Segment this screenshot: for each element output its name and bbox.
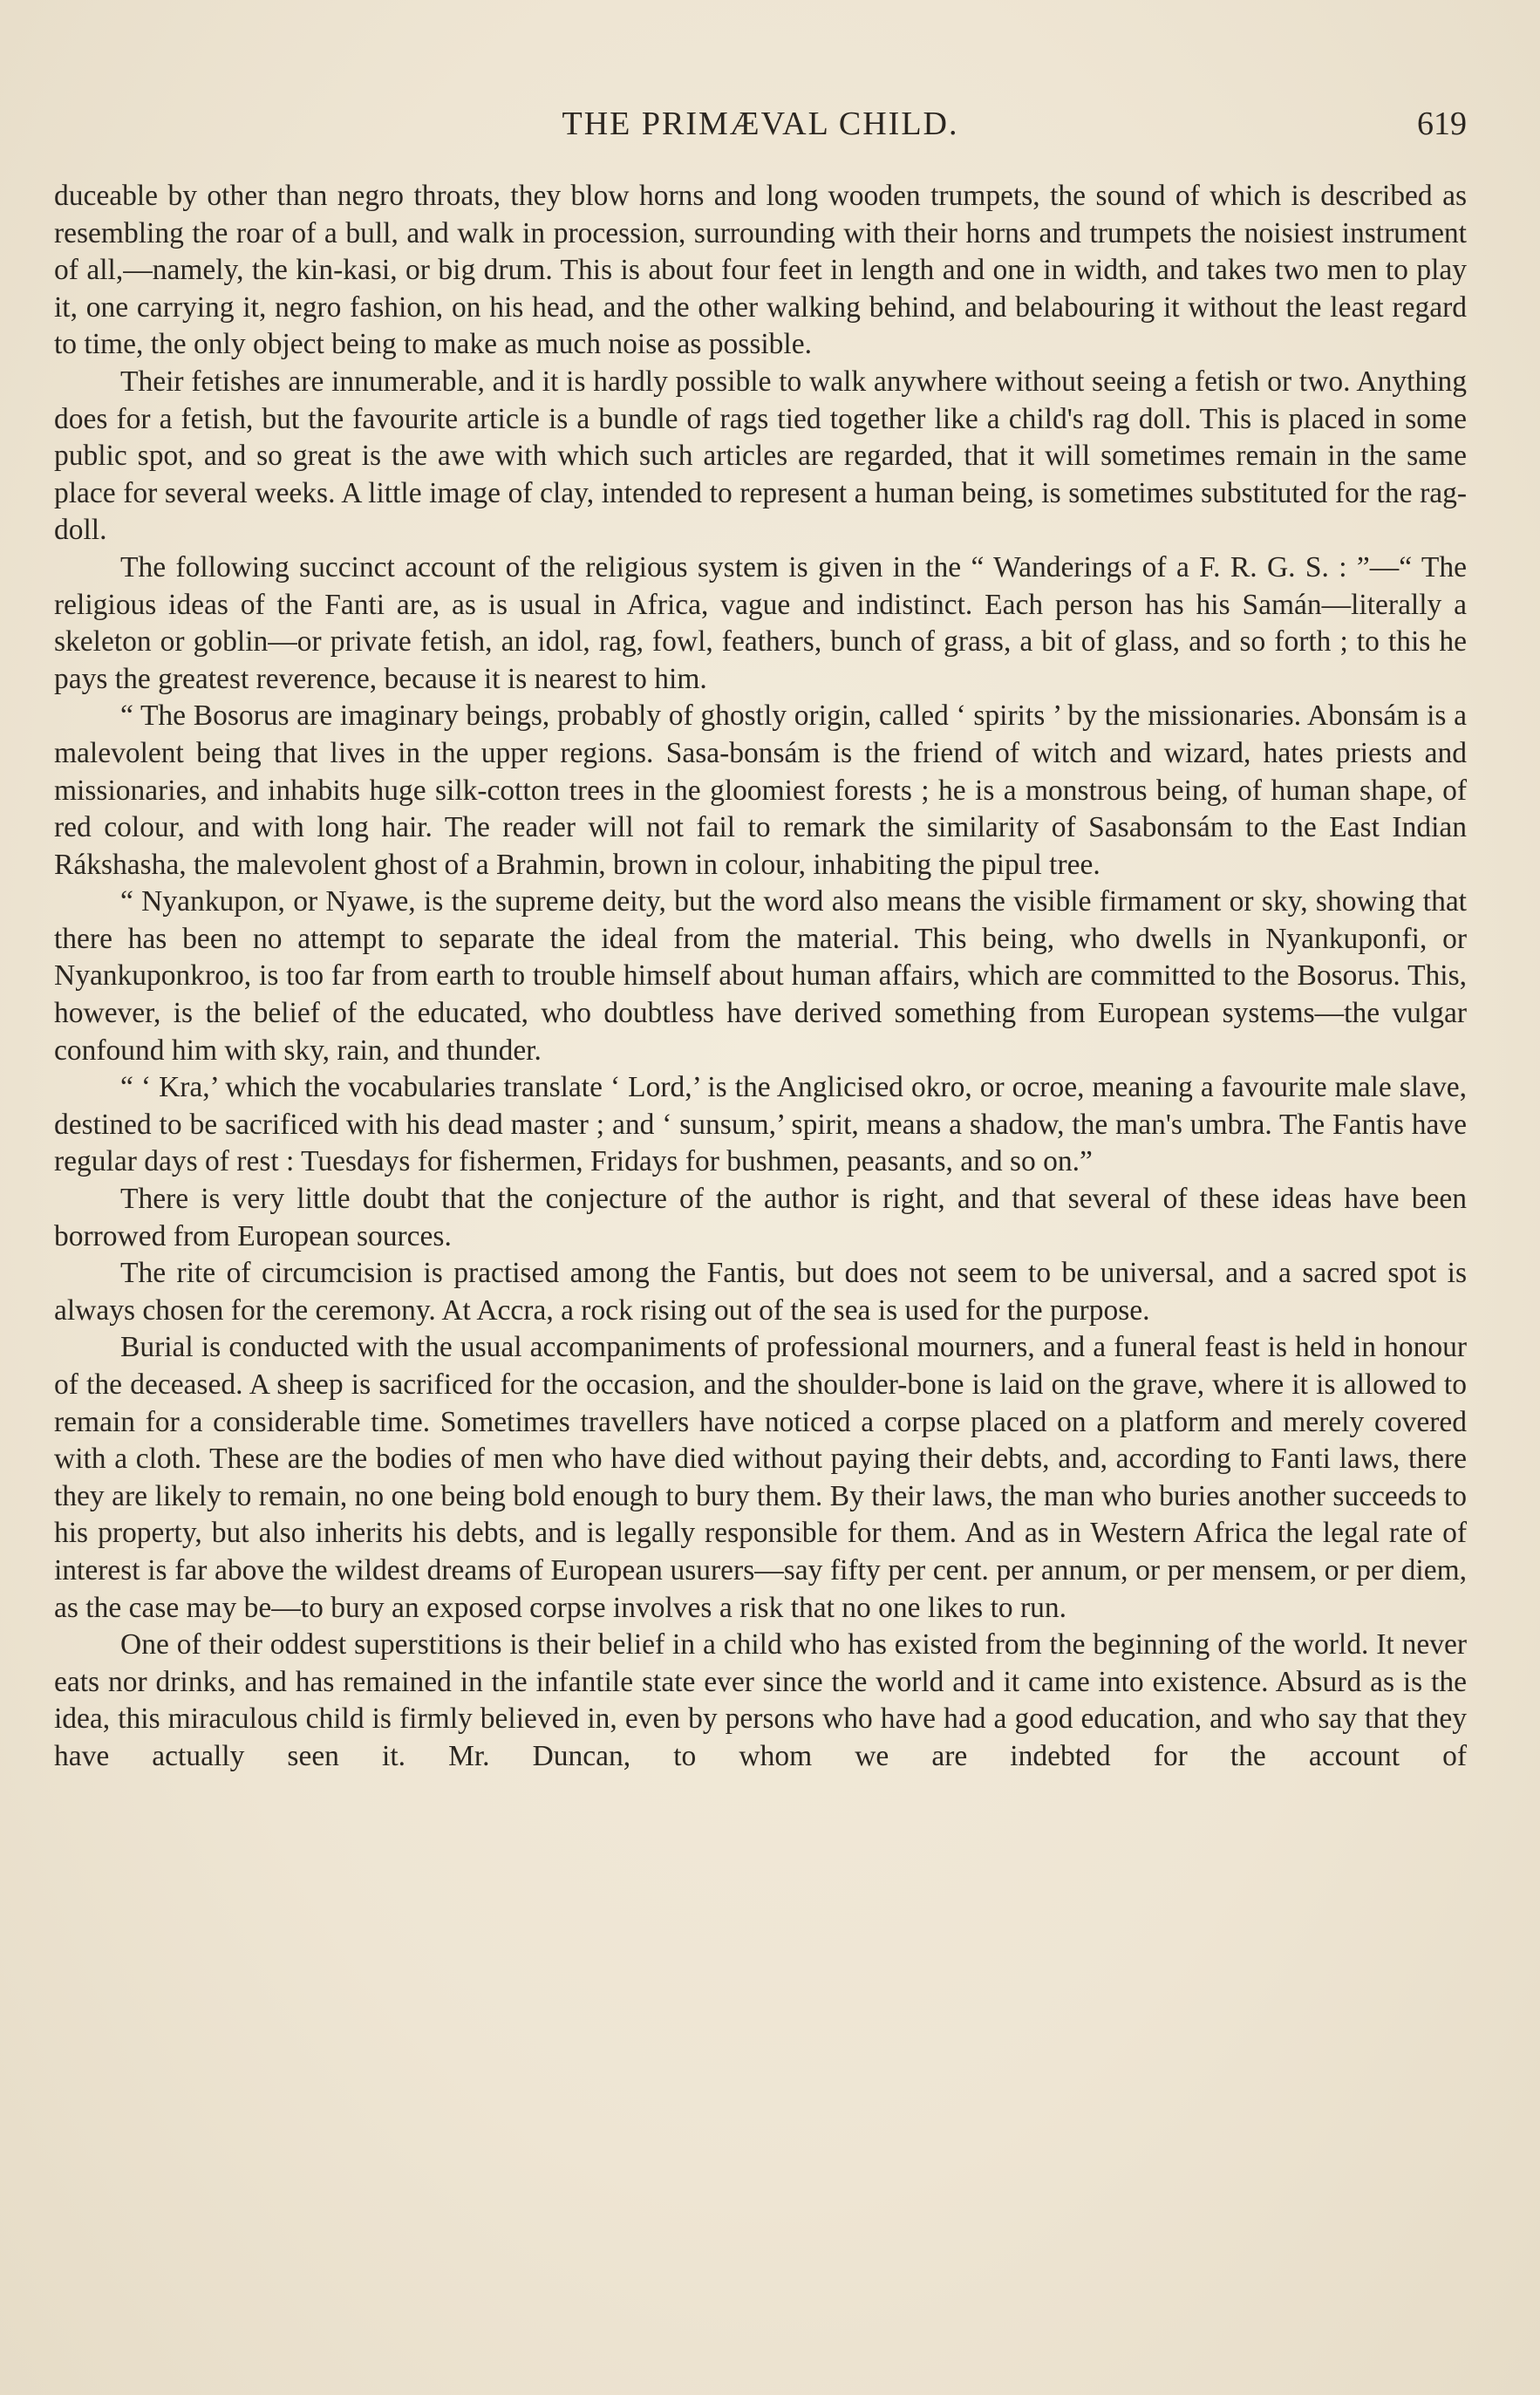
- running-title: THE PRIMÆVAL CHILD.: [562, 106, 959, 142]
- paragraph-primaeval-child: One of their oddest superstitions is their belief in a child who has existed from the beginning of the world. It never eats nor drinks, and has remained in the infantile state ever since the world and it came into existence. Absurd as is the idea, this miraculous child is firmly believed in, even by persons who have had a good education, and who say that they have actually seen it. Mr. Duncan, to whom we are indebted for the account of: [54, 1628, 1467, 1772]
- paragraph-nyankupon: “ Nyankupon, or Nyawe, is the supreme deity, but the word also means the visible firmament or sky, showing that there has been no attempt to separate the ideal from the material. This being, who dwells in Nyankuponfi, or Nyankuponkroo, is too far from earth to trouble himself about human affairs, which are committed to the Bosorus. This, however, is the belief of the educated, who doubtless have derived something from European systems—the vulgar confound him with sky, rain, and thunder.: [54, 885, 1467, 1067]
- paragraph-circumcision: The rite of circumcision is practised among the Fantis, but does not seem to be universal, and a sacred spot is always chosen for the ceremony. At Accra, a rock rising out of the sea is used for the purpose.: [54, 1257, 1467, 1327]
- paragraph-conjecture: There is very little doubt that the conjecture of the author is right, and that several of these ideas have been borrowed from European sources.: [54, 1183, 1467, 1252]
- page-number: 619: [1417, 106, 1467, 142]
- paragraph-religious-system: The following succinct account of the religious system is given in the “ Wanderings of a F. R. G. S. : ”—“ The religious ideas of the Fanti are, as is usual in Africa, vague and indistinct. Each person has his Samán—literally a skeleton or goblin—or private fetish, an idol, rag, fowl, feathers, bunch of grass, a bit of glass, and so forth ; to this he pays the greatest reverence, because it is nearest to him.: [54, 550, 1467, 695]
- body-text: [54, 178, 1467, 1776]
- paragraph-continued: duceable by other than negro throats, they blow horns and long wooden trumpets, the sound of which is described as resembling the roar of a bull, and walk in procession, surrounding with their horns and trumpets the noisiest instrument of all,—namely, the kin-kasi, or big drum. This is about four feet in length and one in width, and takes two men to play it, one carrying it, negro fashion, on his head, and the other walking behind, and belabouring it without the least regard to time, the only object being to make as much noise as possible.: [54, 180, 1467, 361]
- page-header: [54, 96, 1467, 148]
- paragraph-burial: Burial is conducted with the usual accompaniments of professional mourners, and a funeral feast is held in honour of the deceased. A sheep is sacrificed for the occasion, and the shoulder-bone is laid on the grave, where it is allowed to remain for a considerable time. Sometimes travellers have noticed a corpse placed on a platform and merely covered with a cloth. These are the bodies of men who have died without paying their debts, and, according to Fanti laws, there they are likely to remain, no one being bold enough to bury them. By their laws, the man who buries another succeeds to his property, but also inherits his debts, and is legally responsible for them. And as in Western Africa the legal rate of interest is far above the wildest dreams of European usurers—say fifty per cent. per annum, or per mensem, or per diem, as the case may be—to bury an exposed corpse involves a risk that no one likes to run.: [54, 1331, 1467, 1624]
- paragraph-kra: “ ‘ Kra,’ which the vocabularies translate ‘ Lord,’ is the Anglicised okro, or ocroe, meaning a favourite male slave, destined to be sacrificed with his dead master ; and ‘ sunsum,’ spirit, means a shadow, the man's umbra. The Fantis have regular days of rest : Tuesdays for fishermen, Fridays for bushmen, peasants, and so on.”: [54, 1071, 1467, 1178]
- paragraph-bosorus: “ The Bosorus are imaginary beings, probably of ghostly origin, called ‘ spirits ’ by the missionaries. Abonsám is a malevolent being that lives in the upper regions. Sasa-bonsám is the friend of witch and wizard, hates priests and missionaries, and inhabits huge silk-cotton trees in the gloomiest forests ; he is a monstrous being, of human shape, of red colour, and with long hair. The reader will not fail to remark the similarity of Sasabonsám to the East Indian Rákshasha, the malevolent ghost of a Brahmin, brown in colour, inhabiting the pipul tree.: [54, 699, 1467, 881]
- paragraph-fetishes: Their fetishes are innumerable, and it is hardly possible to walk anywhere without seeing a fetish or two. Anything does for a fetish, but the favourite article is a bundle of rags tied together like a child's rag doll. This is placed in some public spot, and so great is the awe with which such articles are regarded, that it will sometimes remain in the same place for several weeks. A little image of clay, intended to represent a human being, is sometimes substituted for the rag-doll.: [54, 365, 1467, 547]
